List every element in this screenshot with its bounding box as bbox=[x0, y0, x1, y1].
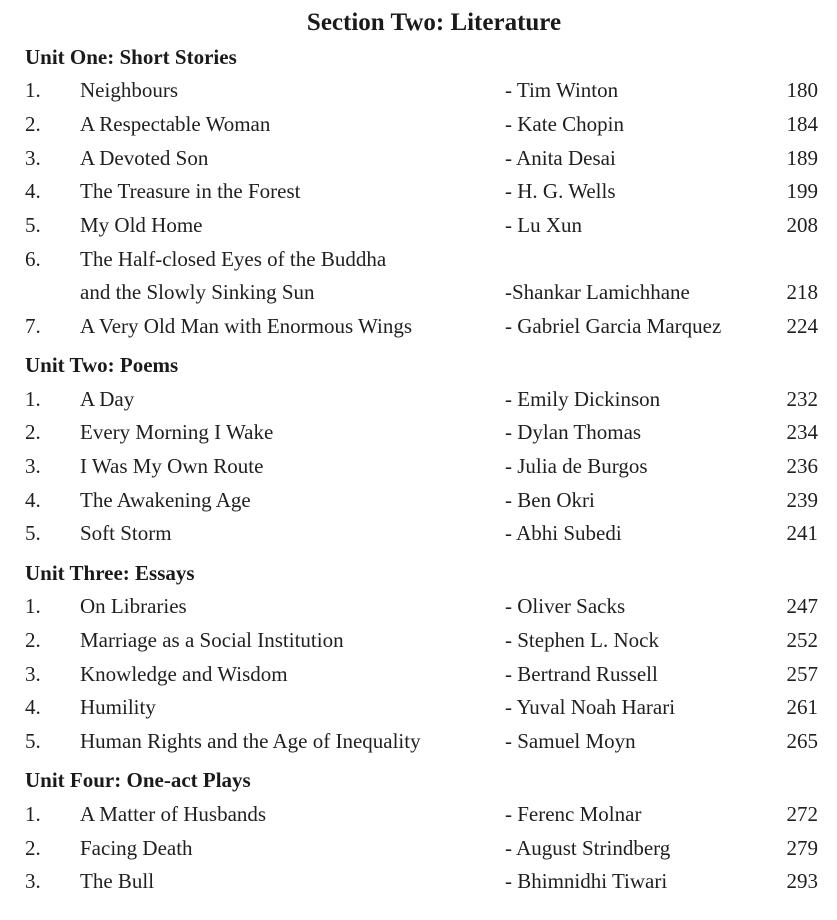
entry-page: 189 bbox=[786, 146, 818, 170]
entry-number: 4. bbox=[25, 179, 41, 203]
entry-page: 184 bbox=[786, 112, 818, 136]
unit-heading: Unit Three: Essays bbox=[25, 561, 195, 585]
toc-entry bbox=[0, 311, 837, 341]
entry-author: - H. G. Wells bbox=[505, 179, 616, 203]
entry-title: I Was My Own Route bbox=[80, 454, 264, 478]
entry-number: 1. bbox=[25, 78, 41, 102]
entry-title: The Half-closed Eyes of the Buddha bbox=[80, 247, 387, 271]
entry-page: 272 bbox=[786, 802, 818, 826]
toc-entry bbox=[0, 384, 837, 414]
entry-author: - Emily Dickinson bbox=[505, 387, 661, 411]
entry-author: - Tim Winton bbox=[505, 78, 619, 102]
entry-author: - Ferenc Molnar bbox=[505, 802, 642, 826]
entry-author: - Bhimnidhi Tiwari bbox=[505, 869, 668, 893]
toc-entry bbox=[0, 244, 837, 274]
entry-author: - Stephen L. Nock bbox=[505, 628, 659, 652]
entry-page: 241 bbox=[786, 521, 818, 545]
toc-entry bbox=[0, 625, 837, 655]
entry-number: 5. bbox=[25, 213, 41, 237]
entry-page: 224 bbox=[786, 314, 818, 338]
entry-number: 2. bbox=[25, 836, 41, 860]
entry-number: 6. bbox=[25, 247, 41, 271]
toc-entry bbox=[0, 659, 837, 689]
entry-number: 4. bbox=[25, 695, 41, 719]
toc-entry-continued bbox=[0, 277, 837, 307]
toc-entry bbox=[0, 451, 837, 481]
entry-number: 2. bbox=[25, 628, 41, 652]
entry-number: 4. bbox=[25, 488, 41, 512]
entry-page: 232 bbox=[786, 387, 818, 411]
entry-author: - Dylan Thomas bbox=[505, 420, 642, 444]
toc-entry bbox=[0, 485, 837, 515]
toc-entry bbox=[0, 833, 837, 863]
entry-title: A Devoted Son bbox=[80, 146, 209, 170]
toc-entry bbox=[0, 591, 837, 621]
toc-entry bbox=[0, 210, 837, 240]
entry-title: A Respectable Woman bbox=[80, 112, 271, 136]
toc-entry bbox=[0, 799, 837, 829]
entry-title: A Very Old Man with Enormous Wings bbox=[80, 314, 413, 338]
entry-author: - Abhi Subedi bbox=[505, 521, 622, 545]
entry-title: On Libraries bbox=[80, 594, 187, 618]
toc-entry bbox=[0, 692, 837, 722]
entry-page: 252 bbox=[786, 628, 818, 652]
entry-page: 265 bbox=[786, 729, 818, 753]
entry-title: The Treasure in the Forest bbox=[80, 179, 301, 203]
entry-title: My Old Home bbox=[80, 213, 203, 237]
entry-title: The Awakening Age bbox=[80, 488, 251, 512]
toc-entry bbox=[0, 518, 837, 548]
entry-title: Every Morning I Wake bbox=[80, 420, 274, 444]
toc-entry bbox=[0, 417, 837, 447]
entry-title: Marriage as a Social Institution bbox=[80, 628, 344, 652]
entry-author: - August Strindberg bbox=[505, 836, 671, 860]
entry-number: 3. bbox=[25, 146, 41, 170]
toc-entry bbox=[0, 176, 837, 206]
entry-number: 3. bbox=[25, 869, 41, 893]
entry-author: - Julia de Burgos bbox=[505, 454, 648, 478]
entry-title: Knowledge and Wisdom bbox=[80, 662, 288, 686]
entry-number: 2. bbox=[25, 112, 41, 136]
entry-number: 7. bbox=[25, 314, 41, 338]
entry-author: - Kate Chopin bbox=[505, 112, 624, 136]
entry-page: 261 bbox=[786, 695, 818, 719]
entry-author: - Ben Okri bbox=[505, 488, 595, 512]
entry-page: 199 bbox=[786, 179, 818, 203]
entry-title: A Day bbox=[80, 387, 135, 411]
section-title: Section Two: Literature bbox=[306, 9, 562, 36]
entry-page: 234 bbox=[786, 420, 818, 444]
entry-author: - Oliver Sacks bbox=[505, 594, 626, 618]
entry-author: - Gabriel Garcia Marquez bbox=[505, 314, 722, 338]
entry-title: Soft Storm bbox=[80, 521, 172, 545]
entry-page: 279 bbox=[786, 836, 818, 860]
entry-author: - Yuval Noah Harari bbox=[505, 695, 676, 719]
toc-entry bbox=[0, 75, 837, 105]
entry-title: The Bull bbox=[80, 869, 155, 893]
entry-title: Human Rights and the Age of Inequality bbox=[80, 729, 421, 753]
entry-author: - Anita Desai bbox=[505, 146, 616, 170]
entry-page: 239 bbox=[786, 488, 818, 512]
entry-number: 1. bbox=[25, 594, 41, 618]
entry-number: 5. bbox=[25, 521, 41, 545]
entry-title: Neighbours bbox=[80, 78, 178, 102]
entry-number: 1. bbox=[25, 802, 41, 826]
entry-number: 5. bbox=[25, 729, 41, 753]
entry-title: Facing Death bbox=[80, 836, 193, 860]
entry-number: 3. bbox=[25, 454, 41, 478]
entry-author: - Samuel Moyn bbox=[505, 729, 636, 753]
entry-author: -Shankar Lamichhane bbox=[505, 280, 690, 304]
entry-page: 180 bbox=[786, 78, 818, 102]
toc-entry bbox=[0, 866, 837, 896]
entry-page: 257 bbox=[786, 662, 818, 686]
toc-entry bbox=[0, 143, 837, 173]
entry-page: 247 bbox=[786, 594, 818, 618]
unit-heading: Unit One: Short Stories bbox=[25, 45, 237, 69]
entry-author: - Lu Xun bbox=[505, 213, 582, 237]
entry-title: A Matter of Husbands bbox=[80, 802, 267, 826]
entry-page: 208 bbox=[786, 213, 818, 237]
entry-page: 218 bbox=[786, 280, 818, 304]
toc-entry bbox=[0, 109, 837, 139]
entry-page: 236 bbox=[786, 454, 818, 478]
toc-entry bbox=[0, 726, 837, 756]
unit-heading: Unit Two: Poems bbox=[25, 353, 179, 377]
entry-author: - Bertrand Russell bbox=[505, 662, 658, 686]
entry-page: 293 bbox=[786, 869, 818, 893]
entry-number: 3. bbox=[25, 662, 41, 686]
entry-title: Humility bbox=[80, 695, 156, 719]
entry-title-continued: and the Slowly Sinking Sun bbox=[80, 280, 315, 304]
entry-number: 2. bbox=[25, 420, 41, 444]
entry-number: 1. bbox=[25, 387, 41, 411]
unit-heading: Unit Four: One-act Plays bbox=[25, 768, 251, 792]
